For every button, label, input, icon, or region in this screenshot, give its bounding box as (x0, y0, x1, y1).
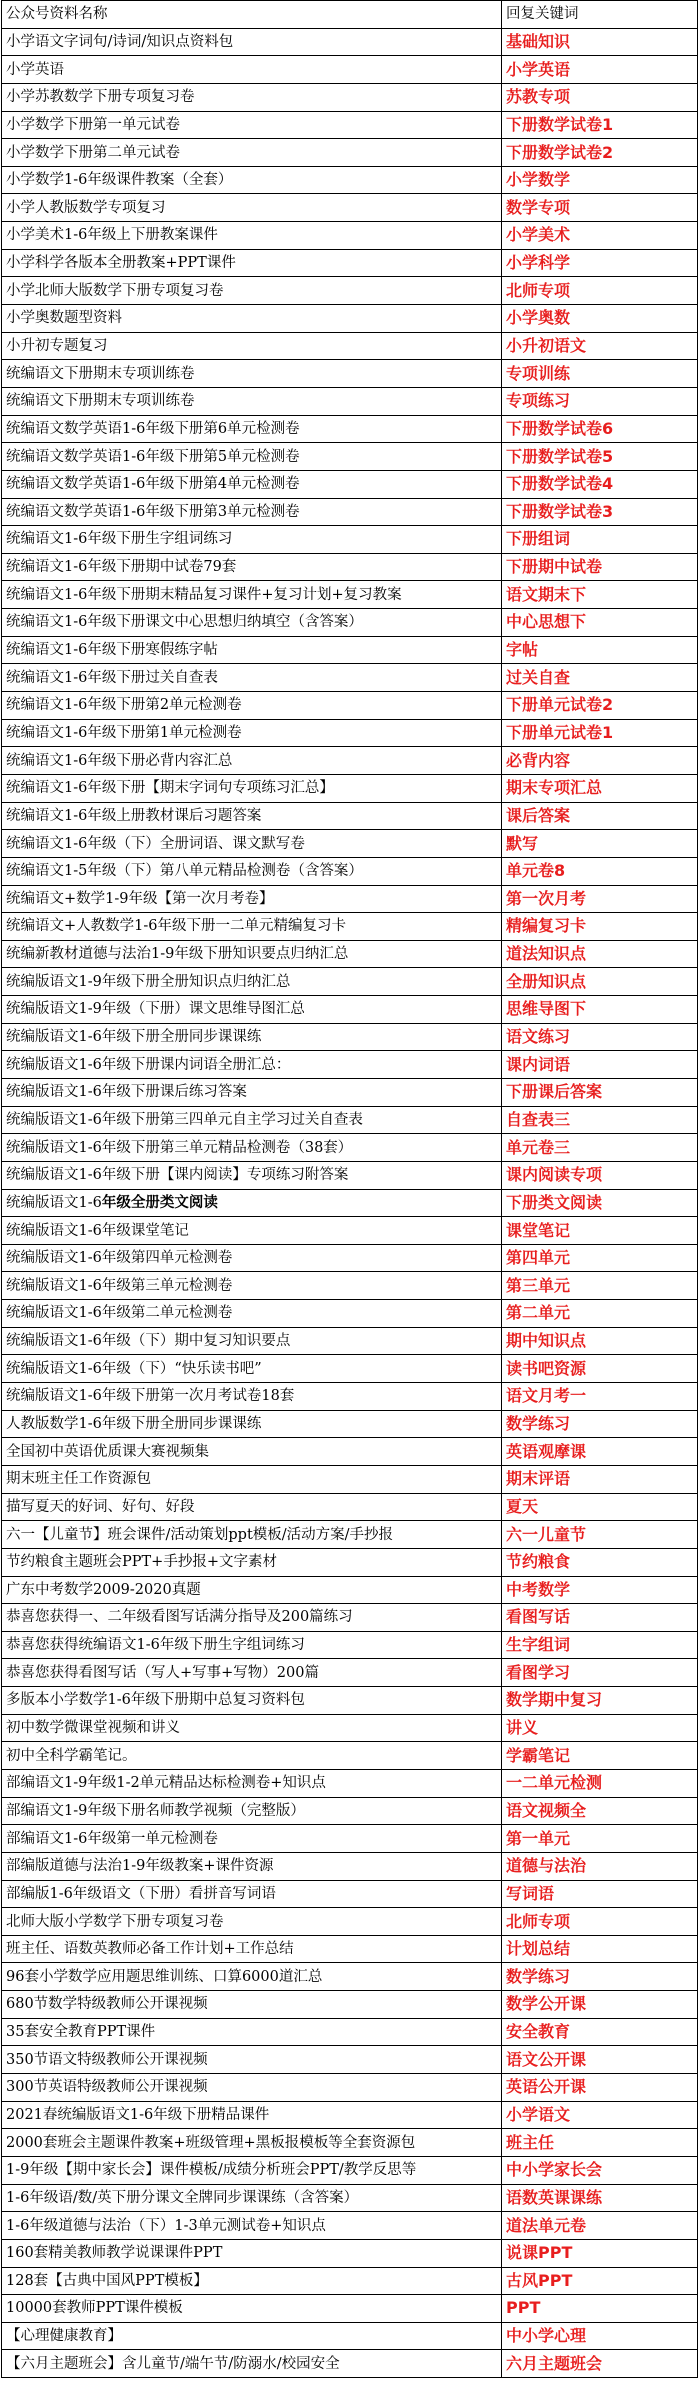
reply-keyword-cell: 专项练习 (502, 387, 698, 415)
resource-name-cell: 统编语文1-6年级下册课文中心思想归纳填空（含答案） (2, 609, 502, 637)
resource-name-cell: 统编版语文1-6年级下册第三四单元自主学习过关自查表 (2, 1106, 502, 1134)
reply-keyword-cell: 课后答案 (502, 802, 698, 830)
reply-keyword-cell: 下册单元试卷1 (502, 719, 698, 747)
reply-keyword-cell: 自查表三 (502, 1106, 698, 1134)
resource-name-cell: 统编版语文1-6年级下册【课内阅读】专项练习附答案 (2, 1161, 502, 1189)
reply-keyword-cell: 看图学习 (502, 1659, 698, 1687)
table-row (2, 996, 698, 1024)
table-row (2, 1852, 698, 1880)
resource-name-cell: 统编版语文1-6年级下册第一次月考试卷18套 (2, 1383, 502, 1411)
resource-name-cell: 统编新教材道德与法治1-9年级下册知识要点归纳汇总 (2, 940, 502, 968)
table-row (2, 1078, 698, 1106)
resource-name-cell: 2021春统编版语文1-6年级下册精品课件 (2, 2101, 502, 2129)
table-row (2, 664, 698, 692)
reply-keyword-cell: 计划总结 (502, 1935, 698, 1963)
resource-name-cell: 350节语文特级教师公开课视频 (2, 2046, 502, 2074)
reply-keyword-cell: 语文期末下 (502, 581, 698, 609)
resource-name-cell: 节约粮食主题班会PPT+手抄报+文字素材 (2, 1548, 502, 1576)
reply-keyword-cell: 课内词语 (502, 1051, 698, 1079)
resource-name-cell: 统编语文数学英语1-6年级下册第6单元检测卷 (2, 415, 502, 443)
table-row (2, 194, 698, 222)
table-body (2, 1, 698, 2378)
table-row (2, 1631, 698, 1659)
reply-keyword-cell: 课内阅读专项 (502, 1161, 698, 1189)
reply-keyword-cell: 下册数学试卷1 (502, 111, 698, 139)
resource-name-cell: 1-6年级道德与法治（下）1-3单元测试卷+知识点 (2, 2212, 502, 2240)
resource-name-cell: 统编语文1-6年级下册寒假练字帖 (2, 636, 502, 664)
reply-keyword-cell: 全册知识点 (502, 968, 698, 996)
reply-keyword-cell: 生字组词 (502, 1631, 698, 1659)
table-row (2, 139, 698, 167)
table-row (2, 1797, 698, 1825)
reply-keyword-cell: 道法知识点 (502, 940, 698, 968)
table-row (2, 332, 698, 360)
resource-name-cell: 【六月主题班会】含儿童节/端午节/防溺水/校园安全 (2, 2350, 502, 2378)
resource-name-cell: 小学英语 (2, 56, 502, 84)
table-row (2, 1465, 698, 1493)
resource-name-cell: 统编版语文1-6年级第三单元检测卷 (2, 1272, 502, 1300)
reply-keyword-cell: 下册数学试卷3 (502, 498, 698, 526)
reply-keyword-cell: 讲义 (502, 1714, 698, 1742)
table-row (2, 56, 698, 84)
resource-name-cell: 统编语文+数学1-9年级【第一次月考卷】 (2, 885, 502, 913)
table-row (2, 1244, 698, 1272)
resource-name-cell: 六一【儿童节】班会课件/活动策划ppt模板/活动方案/手抄报 (2, 1521, 502, 1549)
resource-name-cell: 小学人教版数学专项复习 (2, 194, 502, 222)
table-row (2, 2322, 698, 2350)
reply-keyword-cell: 期中知识点 (502, 1327, 698, 1355)
table-row (2, 1161, 698, 1189)
header-name-cell: 公众号资料名称 (2, 1, 502, 29)
table-row (2, 2046, 698, 2074)
reply-keyword-cell: 语文公开课 (502, 2046, 698, 2074)
resource-name-cell: 小学科学各版本全册教案+PPT课件 (2, 249, 502, 277)
reply-keyword-cell: 读书吧资源 (502, 1355, 698, 1383)
resource-name-cell: 统编版语文1-6年级（下）期中复习知识要点 (2, 1327, 502, 1355)
table-row (2, 1272, 698, 1300)
table-row (2, 2212, 698, 2240)
resource-name-cell: 小学语文字词句/诗词/知识点资料包 (2, 28, 502, 56)
reply-keyword-cell: 写词语 (502, 1880, 698, 1908)
table-row (2, 885, 698, 913)
resource-name-cell: 128套【古典中国风PPT模板】 (2, 2267, 502, 2295)
reply-keyword-cell: 下册数学试卷6 (502, 415, 698, 443)
table-row (2, 1355, 698, 1383)
table-row (2, 1189, 698, 1217)
table-row (2, 470, 698, 498)
reply-keyword-cell: 道法单元卷 (502, 2212, 698, 2240)
table-row (2, 305, 698, 333)
resource-name-cell: 部编语文1-9年级1-2单元精品达标检测卷+知识点 (2, 1770, 502, 1798)
reply-keyword-cell: 小学奥数 (502, 305, 698, 333)
resource-name-cell: 部编语文1-6年级第一单元检测卷 (2, 1825, 502, 1853)
reply-keyword-cell: 下册类文阅读 (502, 1189, 698, 1217)
resource-name-cell: 小学奥数题型资料 (2, 305, 502, 333)
resource-name-cell: 部编版1-6年级语文（下册）看拼音写词语 (2, 1880, 502, 1908)
table-row (2, 2129, 698, 2157)
resource-name-cell: 统编语文1-5年级（下）第八单元精品检测卷（含答案） (2, 857, 502, 885)
reply-keyword-cell: 思维导图下 (502, 996, 698, 1024)
reply-keyword-cell: 小学数学 (502, 166, 698, 194)
reply-keyword-cell: 下册课后答案 (502, 1078, 698, 1106)
table-row (2, 498, 698, 526)
table-row (2, 1051, 698, 1079)
reply-keyword-cell: 语文视频全 (502, 1797, 698, 1825)
table-row (2, 940, 698, 968)
table-row (2, 774, 698, 802)
table-row (2, 2295, 698, 2323)
reply-keyword-cell: 字帖 (502, 636, 698, 664)
reply-keyword-cell: 语数英课课练 (502, 2184, 698, 2212)
reply-keyword-cell: 中心思想下 (502, 609, 698, 637)
reply-keyword-cell: 班主任 (502, 2129, 698, 2157)
resource-name-cell: 期末班主任工作资源包 (2, 1465, 502, 1493)
table-row (2, 387, 698, 415)
reply-keyword-cell: 小学美术 (502, 222, 698, 250)
resource-name-cell: 统编版语文1-6年级下册第三单元精品检测卷（38套） (2, 1134, 502, 1162)
resource-name-cell: 1-6年级语/数/英下册分课文全牌同步课课练（含答案） (2, 2184, 502, 2212)
table-row (2, 360, 698, 388)
resource-name-cell: 统编语文数学英语1-6年级下册第4单元检测卷 (2, 470, 502, 498)
table-row (2, 968, 698, 996)
table-row (2, 857, 698, 885)
resource-name-cell: 恭喜您获得统编语文1-6年级下册生字组词练习 (2, 1631, 502, 1659)
table-row (2, 83, 698, 111)
reply-keyword-cell: 下册数学试卷5 (502, 443, 698, 471)
resource-name-cell: 统编语文1-6年级下册第1单元检测卷 (2, 719, 502, 747)
table-row (2, 1687, 698, 1715)
table-row (2, 1963, 698, 1991)
resource-name-cell: 统编语文1-6年级下册【期末字词句专项练习汇总】 (2, 774, 502, 802)
reply-keyword-cell: 课堂笔记 (502, 1217, 698, 1245)
reply-keyword-cell: 苏教专项 (502, 83, 698, 111)
table-row (2, 2018, 698, 2046)
resource-name-cell: 统编版语文1-6年级第四单元检测卷 (2, 1244, 502, 1272)
table-row (2, 166, 698, 194)
resource-name-cell: 人教版数学1-6年级下册全册同步课课练 (2, 1410, 502, 1438)
table-row (2, 1300, 698, 1328)
reply-keyword-cell: 北师专项 (502, 277, 698, 305)
reply-keyword-cell: 英语公开课 (502, 2074, 698, 2102)
reply-keyword-cell: 小学英语 (502, 56, 698, 84)
reply-keyword-cell: 第三单元 (502, 1272, 698, 1300)
resource-name-cell: 10000套教师PPT课件模板 (2, 2295, 502, 2323)
reply-keyword-cell: 下册组词 (502, 526, 698, 554)
reply-keyword-cell: 必背内容 (502, 747, 698, 775)
resource-name-cell: 统编版语文1-6年级下册课后练习答案 (2, 1078, 502, 1106)
table-row (2, 692, 698, 720)
reply-keyword-cell: 第一单元 (502, 1825, 698, 1853)
table-row (2, 1604, 698, 1632)
resource-name-cell: 小学数学1-6年级课件教案（全套） (2, 166, 502, 194)
table-row (2, 581, 698, 609)
reply-keyword-cell: 基础知识 (502, 28, 698, 56)
resource-name-cell: 统编语文数学英语1-6年级下册第5单元检测卷 (2, 443, 502, 471)
reply-keyword-cell: 第二单元 (502, 1300, 698, 1328)
reply-keyword-cell: 单元卷8 (502, 857, 698, 885)
reply-keyword-cell: 古风PPT (502, 2267, 698, 2295)
reply-keyword-cell: 数学期中复习 (502, 1687, 698, 1715)
table-row (2, 443, 698, 471)
resource-name-cell: 初中全科学霸笔记。 (2, 1742, 502, 1770)
reply-keyword-cell: 六一儿童节 (502, 1521, 698, 1549)
table-row (2, 1825, 698, 1853)
reply-keyword-cell: 下册数学试卷4 (502, 470, 698, 498)
table-row (2, 249, 698, 277)
table-row (2, 1935, 698, 1963)
table-row (2, 2101, 698, 2129)
table-row (2, 1438, 698, 1466)
reply-keyword-cell: 下册单元试卷2 (502, 692, 698, 720)
reply-keyword-cell: 安全教育 (502, 2018, 698, 2046)
resource-name-cell: 35套安全教育PPT课件 (2, 2018, 502, 2046)
resource-name-cell: 300节英语特级教师公开课视频 (2, 2074, 502, 2102)
resource-name-cell: 统编语文1-6年级下册过关自查表 (2, 664, 502, 692)
resource-name-cell: 统编语文1-6年级下册必背内容汇总 (2, 747, 502, 775)
resource-name-cell: 部编版道德与法治1-9年级教案+课件资源 (2, 1852, 502, 1880)
reply-keyword-cell: PPT (502, 2295, 698, 2323)
table-row (2, 1493, 698, 1521)
reply-keyword-cell: 语文练习 (502, 1023, 698, 1051)
reply-keyword-cell: 中小学家长会 (502, 2156, 698, 2184)
reply-keyword-cell: 期末评语 (502, 1465, 698, 1493)
resource-name-cell: 恭喜您获得看图写话（写人+写事+写物）200篇 (2, 1659, 502, 1687)
table-row (2, 1742, 698, 1770)
resource-keyword-table (1, 0, 698, 2378)
table-row (2, 28, 698, 56)
resource-name-cell: 统编语文+人教数学1-6年级下册一二单元精编复习卡 (2, 913, 502, 941)
resource-name-cell: 小学苏教数学下册专项复习卷 (2, 83, 502, 111)
reply-keyword-cell: 第一次月考 (502, 885, 698, 913)
resource-name-cell: 统编版语文1-9年级下册全册知识点归纳汇总 (2, 968, 502, 996)
table-row (2, 1880, 698, 1908)
reply-keyword-cell: 北师专项 (502, 1908, 698, 1936)
header-row (2, 1, 698, 29)
reply-keyword-cell: 数学练习 (502, 1963, 698, 1991)
reply-keyword-cell: 看图写话 (502, 1604, 698, 1632)
reply-keyword-cell: 夏天 (502, 1493, 698, 1521)
table-row (2, 1576, 698, 1604)
table-row (2, 1023, 698, 1051)
table-row (2, 1134, 698, 1162)
table-row (2, 1770, 698, 1798)
resource-name-cell: 统编版语文1-6年级下册全册同步课课练 (2, 1023, 502, 1051)
resource-name-cell: 160套精美教师教学说课课件PPT (2, 2239, 502, 2267)
resource-name-cell: 1-9年级【期中家长会】课件模板/成绩分析班会PPT/教学反思等 (2, 2156, 502, 2184)
table-row (2, 526, 698, 554)
table-row (2, 1908, 698, 1936)
resource-name-cell: 统编版语文1-6年级课堂笔记 (2, 1217, 502, 1245)
reply-keyword-cell: 数学公开课 (502, 1991, 698, 2019)
table-row (2, 609, 698, 637)
resource-name-cell: 96套小学数学应用题思维训练、口算6000道汇总 (2, 1963, 502, 1991)
table-row (2, 636, 698, 664)
table-row (2, 2239, 698, 2267)
reply-keyword-cell: 第四单元 (502, 1244, 698, 1272)
header-keyword-cell: 回复关键词 (502, 1, 698, 29)
table-row (2, 222, 698, 250)
table-row (2, 830, 698, 858)
reply-keyword-cell: 英语观摩课 (502, 1438, 698, 1466)
reply-keyword-cell: 过关自查 (502, 664, 698, 692)
resource-name-cell: 统编语文1-6年级下册期末精品复习课件+复习计划+复习教案 (2, 581, 502, 609)
resource-name-cell: 初中数学微课堂视频和讲义 (2, 1714, 502, 1742)
reply-keyword-cell: 单元卷三 (502, 1134, 698, 1162)
resource-name-cell: 统编版语文1-6年级全册类文阅读 (2, 1189, 502, 1217)
table-row (2, 2074, 698, 2102)
table-row (2, 802, 698, 830)
reply-keyword-cell: 一二单元检测 (502, 1770, 698, 1798)
reply-keyword-cell: 数学专项 (502, 194, 698, 222)
table-row (2, 1714, 698, 1742)
table-row (2, 1383, 698, 1411)
table-row (2, 747, 698, 775)
reply-keyword-cell: 节约粮食 (502, 1548, 698, 1576)
resource-name-cell: 小学美术1-6年级上下册教案课件 (2, 222, 502, 250)
resource-name-cell: 统编语文1-6年级上册教材课后习题答案 (2, 802, 502, 830)
resource-name-cell: 描写夏天的好词、好句、好段 (2, 1493, 502, 1521)
table-row (2, 2267, 698, 2295)
table-row (2, 1327, 698, 1355)
reply-keyword-cell: 道德与法治 (502, 1852, 698, 1880)
resource-name-cell: 恭喜您获得一、二年级看图写话满分指导及200篇练习 (2, 1604, 502, 1632)
reply-keyword-cell: 专项训练 (502, 360, 698, 388)
reply-keyword-cell: 精编复习卡 (502, 913, 698, 941)
reply-keyword-cell: 小升初语文 (502, 332, 698, 360)
resource-name-cell: 广东中考数学2009-2020真题 (2, 1576, 502, 1604)
table-row (2, 1217, 698, 1245)
resource-name-cell: 北师大版小学数学下册专项复习卷 (2, 1908, 502, 1936)
resource-name-cell: 小升初专题复习 (2, 332, 502, 360)
resource-name-cell: 部编语文1-9年级下册名师教学视频（完整版） (2, 1797, 502, 1825)
resource-name-cell: 统编语文下册期末专项训练卷 (2, 360, 502, 388)
reply-keyword-cell: 说课PPT (502, 2239, 698, 2267)
reply-keyword-cell: 六月主题班会 (502, 2350, 698, 2378)
table-row (2, 913, 698, 941)
table-row (2, 111, 698, 139)
resource-name-cell: 班主任、语数英教师必备工作计划+工作总结 (2, 1935, 502, 1963)
table-row (2, 1410, 698, 1438)
resource-name-cell: 多版本小学数学1-6年级下册期中总复习资料包 (2, 1687, 502, 1715)
table-row (2, 1659, 698, 1687)
resource-name-cell: 统编语文1-6年级下册第2单元检测卷 (2, 692, 502, 720)
table-row (2, 553, 698, 581)
resource-name-cell: 【心理健康教育】 (2, 2322, 502, 2350)
table-row (2, 1106, 698, 1134)
resource-name-cell: 小学数学下册第二单元试卷 (2, 139, 502, 167)
table-row (2, 1548, 698, 1576)
resource-name-cell: 全国初中英语优质课大赛视频集 (2, 1438, 502, 1466)
resource-name-cell: 统编版语文1-6年级第二单元检测卷 (2, 1300, 502, 1328)
resource-name-cell: 小学数学下册第一单元试卷 (2, 111, 502, 139)
resource-name-cell: 统编语文数学英语1-6年级下册第3单元检测卷 (2, 498, 502, 526)
resource-name-cell: 统编语文下册期末专项训练卷 (2, 387, 502, 415)
resource-name-cell: 统编语文1-6年级下册生字组词练习 (2, 526, 502, 554)
table-row (2, 1991, 698, 2019)
reply-keyword-cell: 中小学心理 (502, 2322, 698, 2350)
table-row (2, 2350, 698, 2378)
reply-keyword-cell: 中考数学 (502, 1576, 698, 1604)
resource-name-cell: 统编语文1-6年级下册期中试卷79套 (2, 553, 502, 581)
reply-keyword-cell: 小学科学 (502, 249, 698, 277)
reply-keyword-cell: 下册期中试卷 (502, 553, 698, 581)
resource-name-cell: 统编语文1-6年级（下）全册词语、课文默写卷 (2, 830, 502, 858)
table-row (2, 1521, 698, 1549)
reply-keyword-cell: 默写 (502, 830, 698, 858)
reply-keyword-cell: 学霸笔记 (502, 1742, 698, 1770)
resource-name-cell: 统编版语文1-6年级下册课内词语全册汇总： (2, 1051, 502, 1079)
table-row (2, 2156, 698, 2184)
reply-keyword-cell: 期末专项汇总 (502, 774, 698, 802)
reply-keyword-cell: 下册数学试卷2 (502, 139, 698, 167)
resource-name-cell: 统编版语文1-6年级（下）“快乐读书吧” (2, 1355, 502, 1383)
reply-keyword-cell: 语文月考一 (502, 1383, 698, 1411)
reply-keyword-cell: 小学语文 (502, 2101, 698, 2129)
table-row (2, 415, 698, 443)
table-row (2, 2184, 698, 2212)
table-row (2, 277, 698, 305)
reply-keyword-cell: 数学练习 (502, 1410, 698, 1438)
resource-name-cell: 2000套班会主题课件教案+班级管理+黑板报模板等全套资源包 (2, 2129, 502, 2157)
table-row (2, 719, 698, 747)
resource-name-cell: 统编版语文1-9年级（下册）课文思维导图汇总 (2, 996, 502, 1024)
resource-name-cell: 小学北师大版数学下册专项复习卷 (2, 277, 502, 305)
resource-name-cell: 680节数学特级教师公开课视频 (2, 1991, 502, 2019)
